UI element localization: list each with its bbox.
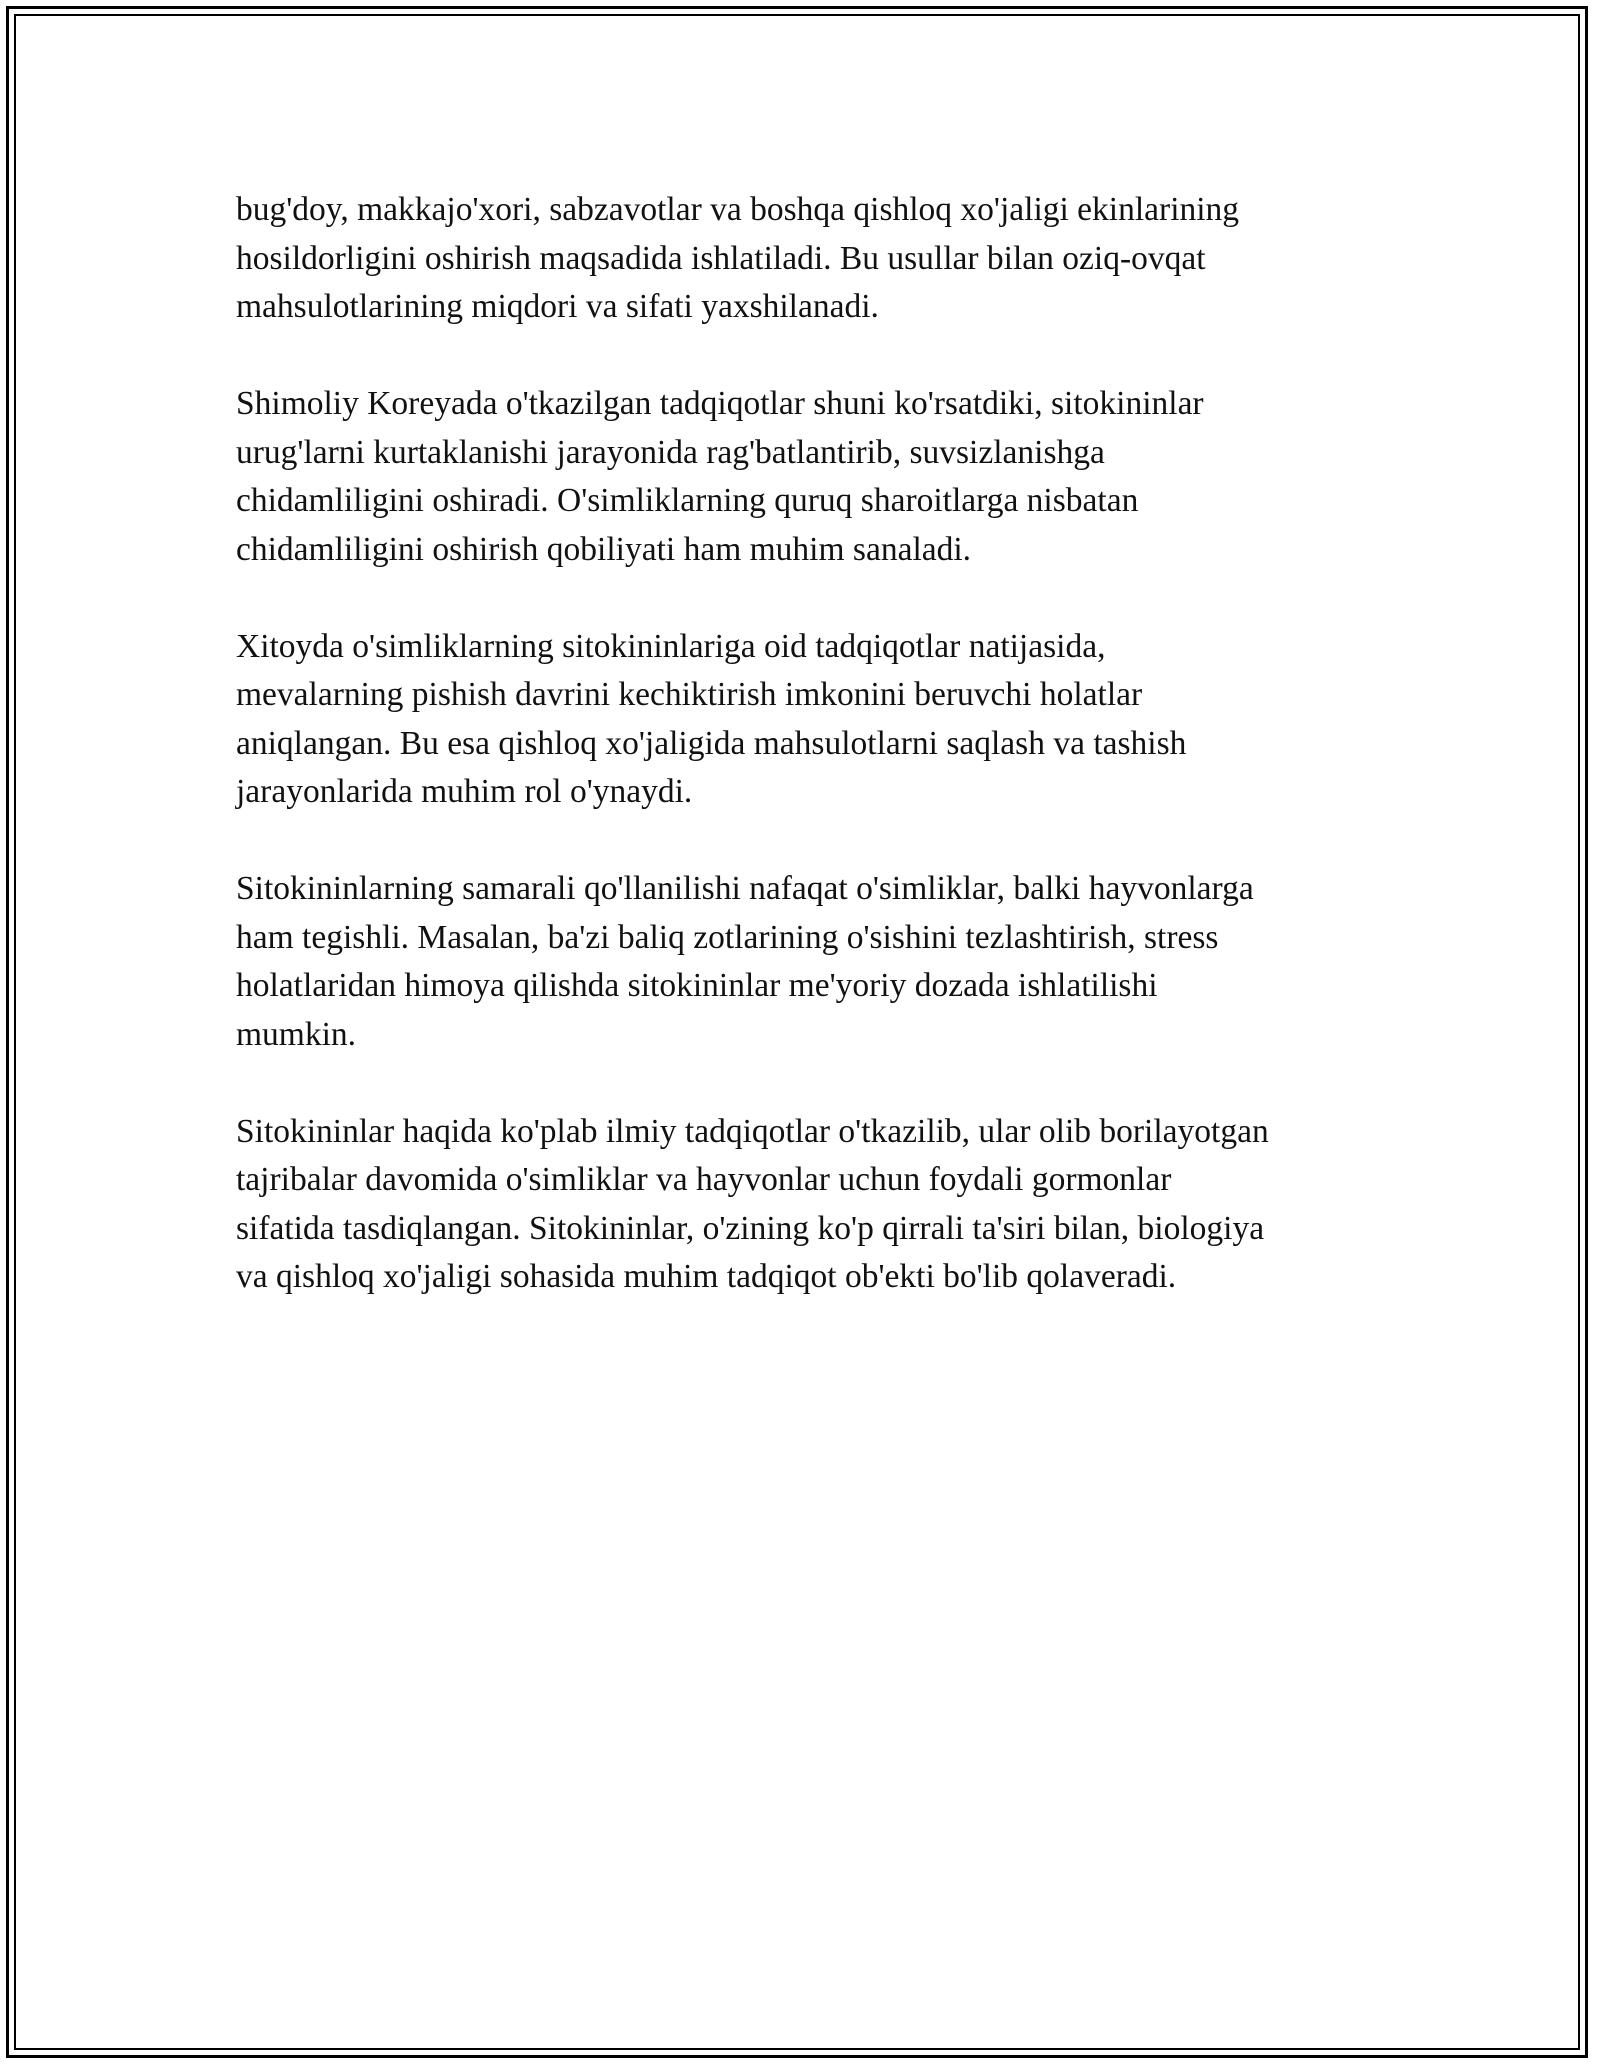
text-line: chidamliligini oshiradi. O'simliklarning quruq sharoitlarga nisbatan <box>236 482 1139 519</box>
text-line: hosildorligini oshirish maqsadida ishlatiladi. Bu usullar bilan oziq-ovqat <box>236 239 1206 277</box>
text-line: Shimoliy Koreyada o'tkazilgan tadqiqotlar shuni ko'rsatdiki, sitokininlar <box>236 385 1204 422</box>
paragraph-1 <box>236 186 1416 332</box>
paragraph-5 <box>236 1108 1416 1302</box>
text-line: sifatida tasdiqlangan. Sitokininlar, o'zining ko'p qirrali ta'siri bilan, biologiya <box>236 1209 1265 1247</box>
text-line: tajribalar davomida o'simliklar va hayvonlar uchun foydali gormonlar <box>236 1161 1172 1198</box>
text-line: jarayonlarida muhim rol o'ynaydi. <box>236 773 693 810</box>
document-body <box>236 186 1416 1302</box>
text-line: mevalarning pishish davrini kechiktirish imkonini beruvchi holatlar <box>236 676 1143 713</box>
paragraph-2 <box>236 380 1416 574</box>
paragraph-3 <box>236 623 1416 817</box>
text-line: mahsulotlarining miqdori va sifati yaxshilanadi. <box>236 288 879 325</box>
text-line: Xitoyda o'simliklarning sitokininlariga oid tadqiqotlar natijasida, <box>236 627 1106 665</box>
text-line: Sitokininlar haqida ko'plab ilmiy tadqiqotlar o'tkazilib, ular olib borilayotgan <box>236 1112 1269 1150</box>
text-line: mumkin. <box>236 1015 357 1053</box>
text-line: ham tegishli. Masalan, ba'zi baliq zotlarining o'sishini tezlashtirish, stress <box>236 918 1219 956</box>
text-line: urug'larni kurtaklanishi jarayonida rag'batlantirib, suvsizlanishga <box>236 433 1105 471</box>
text-line: bug'doy, makkajo'xori, sabzavotlar va boshqa qishloq xo'jaligi ekinlarining <box>236 191 1240 228</box>
text-line: Sitokininlarning samarali qo'llanilishi nafaqat o'simliklar, balki hayvonlarga <box>236 870 1254 907</box>
text-line: va qishloq xo'jaligi sohasida muhim tadqiqot ob'ekti bo'lib qolaveradi. <box>236 1258 1177 1295</box>
paragraph-4 <box>236 865 1416 1059</box>
text-line: aniqlangan. Bu esa qishloq xo'jaligida mahsulotlarni saqlash va tashish <box>236 724 1187 762</box>
text-line: holatlaridan himoya qilishda sitokininlar me'yoriy dozada ishlatilishi <box>236 967 1158 1004</box>
text-line: chidamliligini oshirish qobiliyati ham muhim sanaladi. <box>236 530 972 568</box>
